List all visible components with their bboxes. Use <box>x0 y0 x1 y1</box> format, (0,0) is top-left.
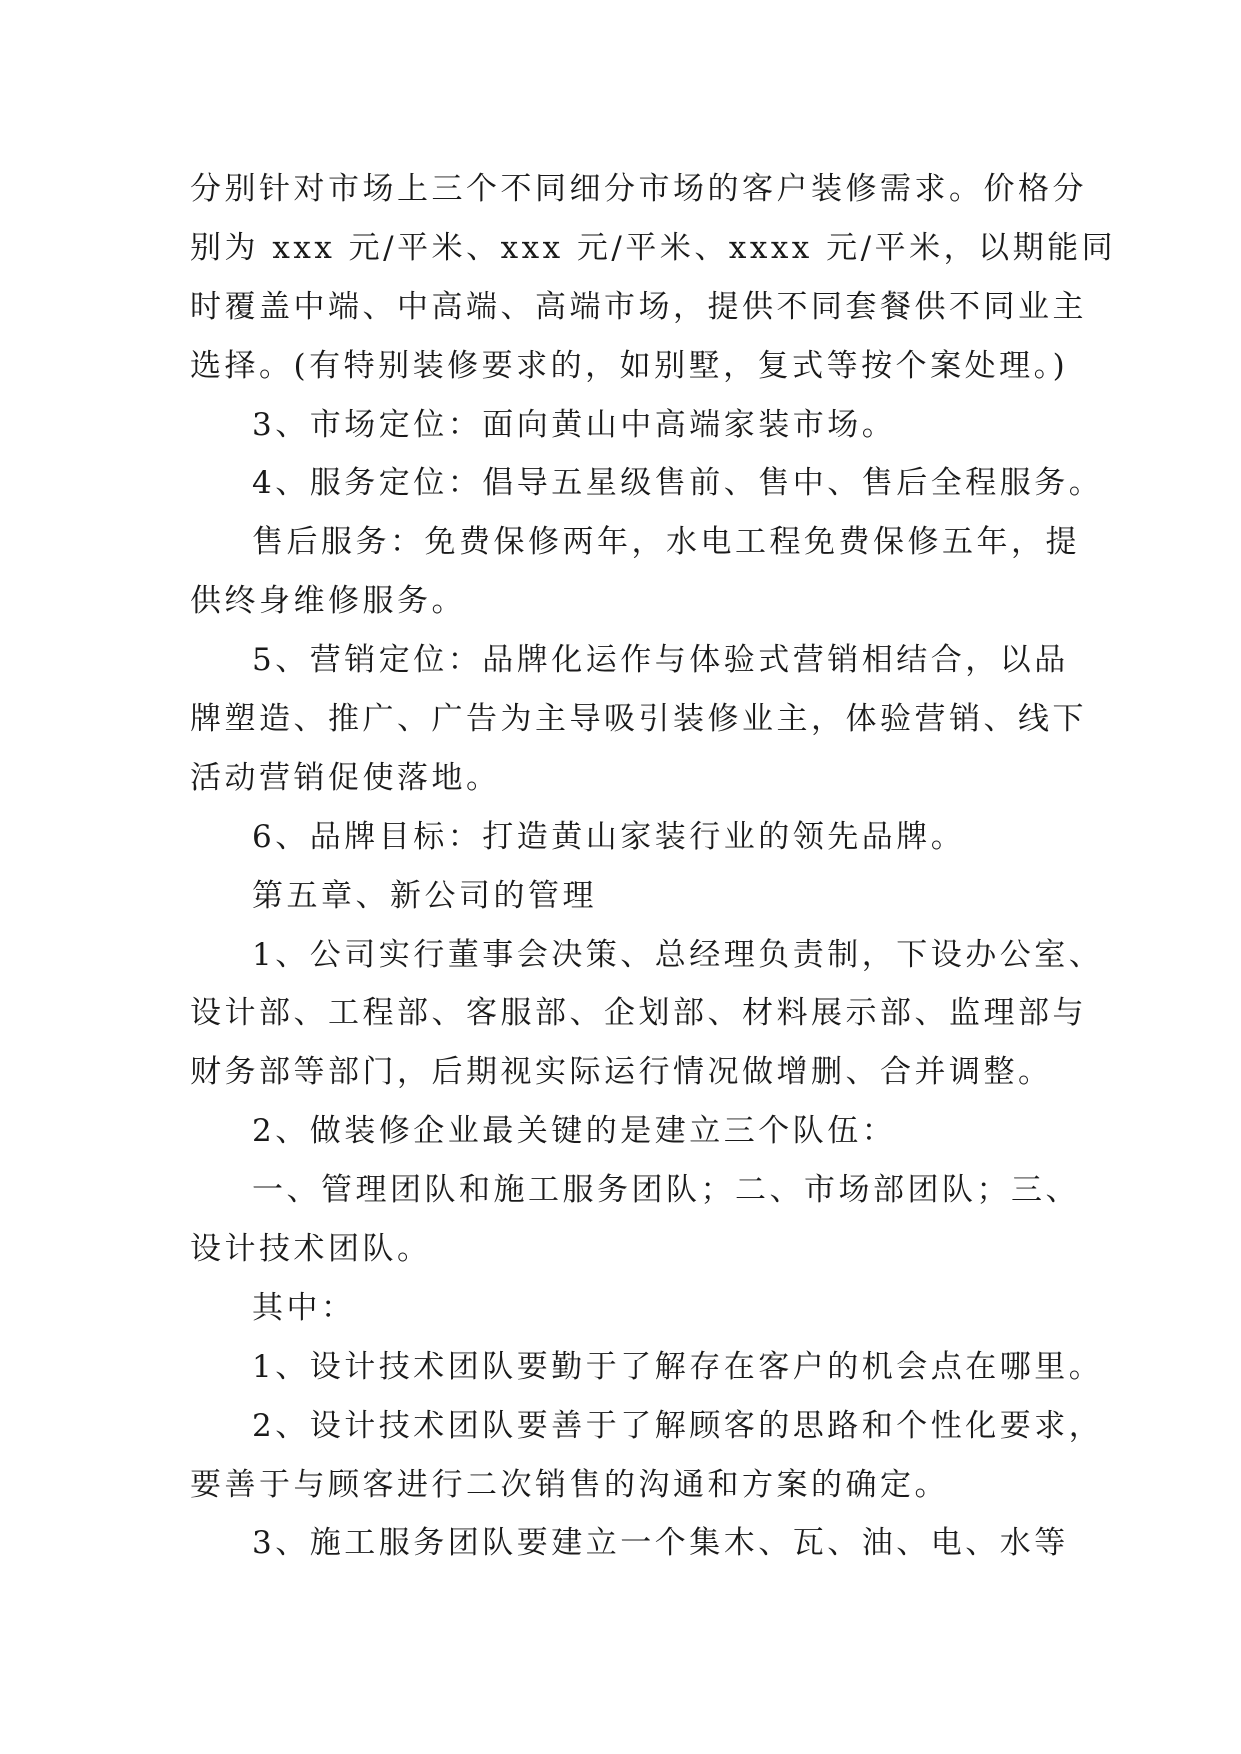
text-line: 设计部、工程部、客服部、企划部、材料展示部、监理部与 <box>190 995 1087 1032</box>
text-line: 1、设计技术团队要勤于了解存在客户的机会点在哪里。 <box>252 1348 1104 1385</box>
text-line: 第五章、新公司的管理 <box>252 877 597 914</box>
text-line: 供终身维修服务。 <box>190 583 466 620</box>
text-line: 3、施工服务团队要建立一个集木、瓦、油、电、水等 <box>252 1525 1069 1562</box>
text-line: 财务部等部门，后期视实际运行情况做增删、合并调整。 <box>190 1054 1053 1091</box>
text-line: 一、管理团队和施工服务团队；二、市场部团队；三、 <box>252 1172 1080 1209</box>
text-line: 其中： <box>252 1289 356 1326</box>
text-line: 分别针对市场上三个不同细分市场的客户装修需求。价格分 <box>190 171 1087 207</box>
text-line: 4、服务定位：倡导五星级售前、售中、售后全程服务。 <box>252 465 1104 502</box>
text-line: 牌塑造、推广、广告为主导吸引装修业主，体验营销、线下 <box>190 701 1087 738</box>
text-line: 要善于与顾客进行二次销售的沟通和方案的确定。 <box>190 1466 949 1503</box>
text-line: 3、市场定位：面向黄山中高端家装市场。 <box>252 406 897 443</box>
text-line: 活动营销促使落地。 <box>190 759 501 796</box>
text-line: 1、公司实行董事会决策、总经理负责制，下设办公室、 <box>252 936 1104 973</box>
text-line: 选择。(有特别装修要求的，如别墅，复式等按个案处理。) <box>190 347 1069 384</box>
text-line: 6、品牌目标：打造黄山家装行业的领先品牌。 <box>252 818 966 855</box>
text-line: 时覆盖中端、中高端、高端市场，提供不同套餐供不同业主 <box>190 288 1087 325</box>
text-line: 别为 xxx 元/平米、xxx 元/平米、xxxx 元/平米，以期能同 <box>190 229 1117 266</box>
document-body <box>190 160 1117 1573</box>
text-line: 设计技术团队。 <box>190 1231 432 1268</box>
text-line: 售后服务：免费保修两年，水电工程免费保修五年，提 <box>252 524 1080 561</box>
text-line: 2、设计技术团队要善于了解顾客的思路和个性化要求， <box>252 1407 1104 1444</box>
text-line: 5、营销定位：品牌化运作与体验式营销相结合，以品 <box>252 642 1069 679</box>
text-line: 2、做装修企业最关键的是建立三个队伍： <box>252 1113 897 1150</box>
